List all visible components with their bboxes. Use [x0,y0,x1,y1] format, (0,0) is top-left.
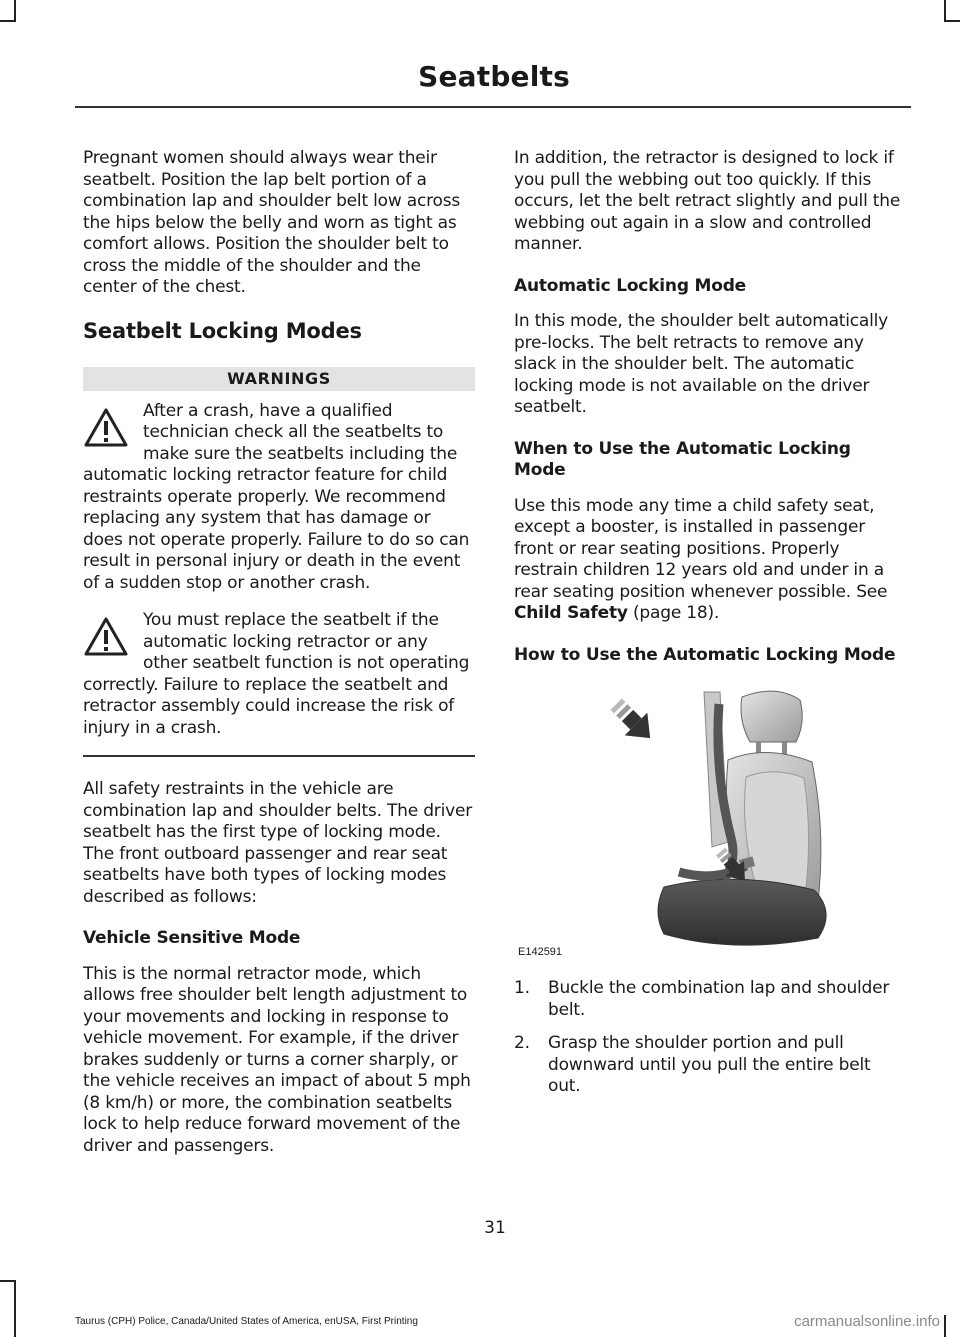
body-paragraph: This is the normal retractor mode, which allows free shoulder belt length adjustment to your movements and locking in response to vehicle movement. For example, if the driver brakes suddenly or turns a corner sharply, or the vehicle receives an impact of about 5 mph (8 km/h) or more, the combination seatbelts lock to help reduce forward movement of the driver and passengers. [83,963,471,1156]
crop-mark [0,1280,16,1282]
header-divider [75,106,911,108]
body-paragraph: In this mode, the shoulder belt automatically pre-locks. The belt retracts to remove any slack in the shoulder belt. The automatic locking mode is not available on the driver seatbelt. [514,311,889,417]
subsection-title: When to Use the Automatic Locking Mode [514,438,851,480]
warning-triangle-icon [83,407,135,453]
warnings-header: WARNINGS [83,367,475,391]
warning-text: You must replace the seatbelt if the automatic locking retractor or any other seatbelt function is not operating correctly. Failure to replace the seatbelt and retractor assembly could increase the risk of injury in a crash. [83,610,470,738]
body-paragraph [514,496,906,625]
section-title: Seatbelt Locking Modes [83,318,362,343]
warning-item [83,610,475,739]
page-number: 31 [484,1218,506,1238]
warning-triangle-icon [83,616,135,662]
steps-list [514,978,906,1098]
list-item [514,1033,906,1098]
crop-mark [14,0,16,22]
step-number: 2. [514,1033,530,1053]
intro-paragraph: Pregnant women should always wear their seatbelt. Position the lap belt portion of a combination lap and shoulder belt low across the hips below the belly and worn as tight as comfort allows. Position the shoulder belt to cross the middle of the shoulder and the center of the chest. [83,148,461,297]
child-safety-link[interactable]: Child Safety [514,603,628,623]
warning-item [83,401,475,595]
seat-illustration [514,682,906,964]
crop-mark [944,20,960,22]
figure-code: E142591 [518,946,563,958]
crop-mark [944,1315,946,1337]
footer-text: Taurus (CPH) Police, Canada/United States of America, enUSA, First Printing [75,1316,418,1327]
seat-drawing [514,682,906,964]
body-paragraph: All safety restraints in the vehicle are combination lap and shoulder belts. The driver seatbelt has the first type of locking mode. The front outboard passenger and rear seat seatbelts have both types of locking modes described as follows: [83,779,473,907]
right-column [514,148,906,1110]
step-text: Grasp the shoulder portion and pull downward until you pull the entire belt out. [548,1033,871,1096]
page-reference: (page 18). [627,603,720,623]
intro-paragraph: In addition, the retractor is designed to lock if you pull the webbing out too quickly. If this occurs, let the belt retract slightly and pull the webbing out again in a slow and controlled manner. [514,148,901,254]
step-number: 1. [514,978,530,998]
crop-mark [944,0,946,22]
warning-text: After a crash, have a qualified technician check all the seatbelts to make sure the seatbelts including the automatic locking retractor feature for child restraints operate properly. We recommend replacing any system that has damage or does not operate properly. Failure to do so can result in personal injury or death in the event of a sudden stop or another crash. [83,400,470,593]
left-column [83,148,475,1177]
crop-mark [0,20,16,22]
subsection-title: Vehicle Sensitive Mode [83,928,301,948]
step-text: Buckle the combination lap and shoulder belt. [548,978,890,1020]
watermark: carmanualsonline.info [794,1313,940,1330]
subsection-title: Automatic Locking Mode [514,275,747,296]
page-title: Seatbelts [418,60,570,93]
list-item [514,978,906,1021]
when-text: Use this mode any time a child safety seat, except a booster, is installed in passenger front or rear seating positions. Properly restrain children 12 years old and under in a rear seating position whenever possible. See [514,495,888,602]
warnings-divider [83,755,475,757]
crop-mark [14,1280,16,1337]
subsection-title: How to Use the Automatic Locking Mode [514,644,896,665]
